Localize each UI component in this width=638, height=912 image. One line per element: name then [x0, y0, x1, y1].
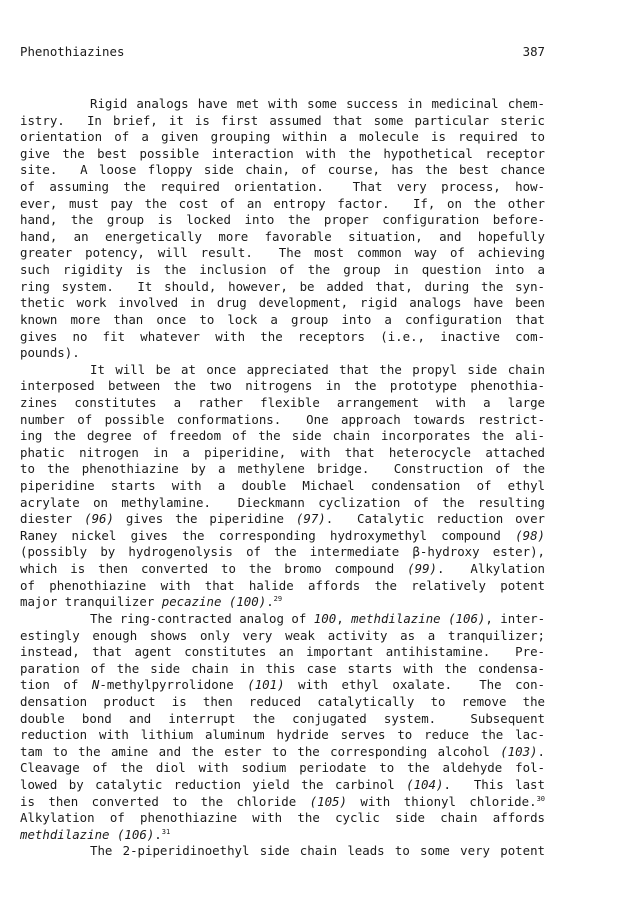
- text-line: densation product is then reduced catalytically to remove the: [20, 693, 545, 709]
- footnote-ref: 31: [161, 827, 171, 836]
- text-line: orientation of a given grouping within a molecule is required to: [20, 129, 545, 145]
- text-span: with ethyl oxalate. The con-: [284, 677, 545, 693]
- text-line: [20, 611, 545, 628]
- text-line: give the best possible interaction with the hypothetical receptor: [20, 145, 545, 161]
- text-line: pounds).: [20, 345, 80, 361]
- text-line: such rigidity is the inclusion of the group in question into a: [20, 262, 545, 278]
- text-line: [20, 528, 545, 545]
- text-line: [20, 777, 545, 794]
- text-span: The ring-contracted analog of: [90, 610, 314, 626]
- text-line: The 2-piperidinoethyl side chain leads to some very potent: [90, 843, 545, 859]
- text-line: ring system. It should, however, be added that, during the syn-: [20, 278, 545, 294]
- text-line: [20, 594, 545, 611]
- text-line: acrylate on methylamine. Dieckmann cyclization of the resulting: [20, 494, 545, 510]
- text-span: . Catalytic reduction over: [325, 511, 545, 527]
- text-line: zines constitutes a rather flexible arrangement with a large: [20, 394, 545, 410]
- text-line: paration of the side chain in this case starts with the condensa-: [20, 660, 545, 676]
- text-line: (possibly by hydrogenolysis of the intermediate β-hydroxy ester),: [20, 544, 545, 560]
- italic-text: (97): [295, 511, 326, 527]
- text-line: [20, 744, 545, 761]
- footnote-ref: 29: [273, 595, 283, 604]
- running-title: Phenothiazines: [20, 44, 125, 59]
- running-header: [20, 44, 545, 60]
- text-line: ever, must pay the cost of an entropy factor. If, on the other: [20, 195, 545, 211]
- text-line: gives no fit whatever with the receptors (i.e., inactive com-: [20, 328, 545, 344]
- text-line: of assuming the required orientation. That very process, how-: [20, 179, 545, 195]
- italic-text: 100: [313, 610, 337, 626]
- text-line: reduction with lithium aluminum hydride serves to reduce the lac-: [20, 727, 545, 743]
- text-line: It will be at once appreciated that the propyl side chain: [90, 361, 545, 377]
- text-span: Raney nickel gives the corresponding hydroxymethyl compound: [20, 527, 516, 543]
- text-line: greater potency, will result. The most common way of achieving: [20, 245, 545, 261]
- text-span: -methylpyrrolidone: [99, 677, 248, 693]
- text-line: piperidine starts with a double Michael condensation of ethyl: [20, 478, 545, 494]
- text-line: ing the degree of freedom of the side chain incorporates the ali-: [20, 428, 545, 444]
- text-span: diester: [20, 511, 85, 527]
- text-span: major tranquilizer: [20, 594, 162, 610]
- text-line: phatic nitrogen in a piperidine, with that heterocycle attached: [20, 444, 545, 460]
- text-line: thetic work involved in drug development, rigid analogs have been: [20, 295, 545, 311]
- text-span: tion of: [20, 677, 92, 693]
- italic-text: methdilazine (106): [20, 826, 155, 842]
- text-line: known more than once to lock a group into a configuration that: [20, 311, 545, 327]
- italic-text: (98): [515, 527, 545, 543]
- italic-text: (104): [406, 776, 444, 792]
- text-line: Cleavage of the diol with sodium periodate to the aldehyde fol-: [20, 760, 545, 776]
- text-span: tam to the amine and the ester to the corresponding alcohol: [20, 743, 501, 759]
- text-line: site. A loose floppy side chain, of course, has the best chance: [20, 162, 545, 178]
- italic-text: (105): [309, 793, 347, 809]
- text-line: instead, that agent constitutes an important antihistamine. Pre-: [20, 644, 545, 660]
- text-span: .: [537, 743, 545, 759]
- italic-text: methdilazine (106): [351, 610, 486, 626]
- text-line: hand, the group is locked into the proper configuration before-: [20, 212, 545, 228]
- italic-text: (99): [407, 561, 438, 577]
- text-line: [20, 794, 545, 811]
- text-span: is then converted to the chloride: [20, 793, 310, 809]
- text-line: Alkylation of phenothiazine with the cyclic side chain affords: [20, 810, 545, 826]
- text-line: of phenothiazine with that halide affords the relatively potent: [20, 577, 545, 593]
- text-line: estingly enough shows only very weak activity as a tranquilizer;: [20, 627, 545, 643]
- body-text: [20, 96, 545, 860]
- text-line: [20, 677, 545, 694]
- footnote-ref: 30: [536, 794, 545, 803]
- italic-text: (103): [500, 743, 538, 759]
- text-line: istry. In brief, it is first assumed that some particular steric: [20, 112, 545, 128]
- text-span: .: [266, 594, 274, 610]
- text-span: gives the piperidine: [113, 511, 296, 527]
- text-line: number of possible conformations. One approach towards restrict-: [20, 411, 545, 427]
- text-line: interposed between the two nitrogens in the prototype phenothia-: [20, 378, 545, 394]
- text-span: which is then converted to the bromo compound: [20, 561, 408, 577]
- text-span: . Alkylation: [437, 561, 545, 577]
- text-line: [20, 827, 545, 844]
- text-line: [20, 511, 545, 528]
- page-number: 387: [522, 44, 545, 59]
- text-line: Rigid analogs have met with some success in medicinal chem-: [90, 96, 545, 111]
- text-span: with thionyl chloride.: [346, 793, 537, 809]
- italic-text: N: [91, 677, 100, 693]
- text-line: double bond and interrupt the conjugated system. Subsequent: [20, 710, 545, 726]
- text-line: [20, 561, 545, 578]
- text-span: . This last: [443, 776, 545, 792]
- text-line: hand, an energetically more favorable situation, and hopefully: [20, 228, 545, 244]
- text-span: , inter-: [485, 610, 546, 626]
- text-line: to the phenothiazine by a methylene bridge. Construction of the: [20, 461, 545, 477]
- text-span: ,: [336, 610, 352, 626]
- italic-text: (101): [247, 677, 285, 693]
- italic-text: pecazine (100): [161, 594, 267, 610]
- text-span: .: [154, 826, 162, 842]
- italic-text: (96): [84, 511, 114, 527]
- text-span: lowed by catalytic reduction yield the carbinol: [20, 776, 407, 792]
